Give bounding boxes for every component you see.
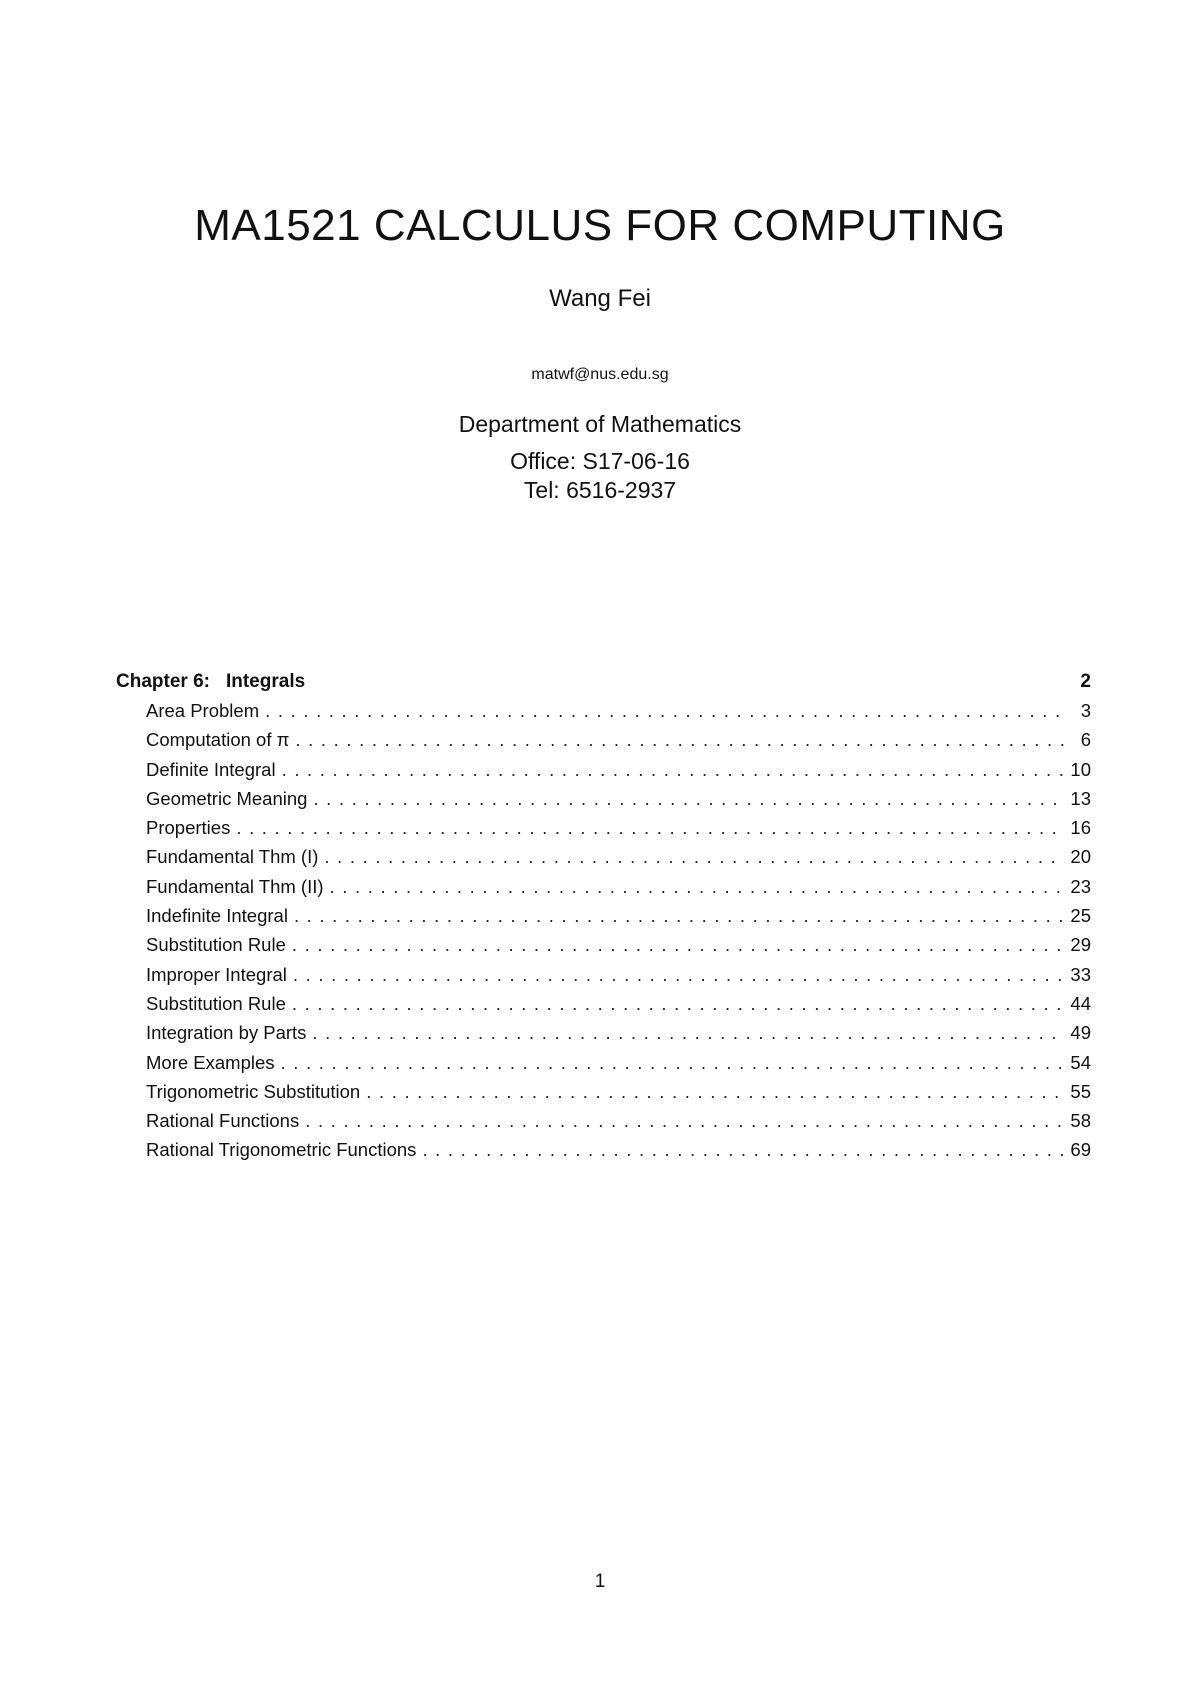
toc-entry-label: Definite Integral [146,758,276,780]
toc-entry-label: Computation of π [146,729,290,751]
toc-dot-leader [282,755,1065,784]
toc-entry-label: More Examples [146,1051,275,1073]
toc-dot-leader [265,696,1065,725]
toc-entry[interactable] [146,755,1091,784]
toc-chapter-heading[interactable] [116,667,1091,696]
toc-entry-page: 13 [1070,787,1091,809]
toc-entry-page: 29 [1070,934,1091,956]
chapter-number: Chapter 6: [116,671,210,692]
page-number: 1 [594,1571,606,1592]
toc-entry-label: Properties [146,817,231,839]
toc-dot-leader [292,989,1065,1018]
toc-dot-leader [293,960,1065,989]
toc-entry[interactable] [146,872,1091,901]
toc-entry-label: Improper Integral [146,963,287,985]
office: Office: S17-06-16 [510,448,690,474]
toc-entry-page: 25 [1070,905,1091,927]
toc-entry-page: 58 [1070,1110,1091,1132]
toc-entry-label: Substitution Rule [146,992,286,1014]
toc-entry-label: Trigonometric Substitution [146,1080,361,1102]
toc-entry-page: 23 [1070,875,1091,897]
toc-entry[interactable] [146,842,1091,871]
toc-entry[interactable] [146,1018,1091,1047]
toc-entry-label: Indefinite Integral [146,905,288,927]
toc-entry-label: Integration by Parts [146,1022,307,1044]
department: Department of Mathematics [458,411,742,437]
toc-dot-leader [295,725,1065,754]
toc-entry-page: 20 [1070,846,1091,868]
toc-entry[interactable] [146,1077,1091,1106]
author-email: matwf@nus.edu.sg [531,366,669,383]
toc-entry-label: Fundamental Thm (I) [146,846,319,868]
toc-entry-page: 6 [1080,729,1091,751]
toc-entry[interactable] [146,784,1091,813]
toc-entry[interactable] [146,1048,1091,1077]
toc-dot-leader [324,842,1065,871]
toc-entry-label: Rational Functions [146,1110,300,1132]
toc-entry-page: 49 [1070,1022,1091,1044]
author-name: Wang Fei [549,285,651,312]
toc-dot-leader [236,813,1065,842]
toc-entry-page: 33 [1070,963,1091,985]
toc-entry[interactable] [146,813,1091,842]
toc-entry-page: 55 [1070,1080,1091,1102]
document-title: MA1521 CALCULUS FOR COMPUTING [194,201,1006,250]
toc-entry[interactable] [146,1106,1091,1135]
toc-entry-list [116,696,1091,1165]
chapter-page: 2 [1080,671,1091,692]
toc-entry-label: Area Problem [146,700,260,721]
chapter-title: Integrals [225,671,306,692]
toc-entry-label: Geometric Meaning [146,787,308,809]
toc-entry-page: 69 [1070,1139,1091,1161]
toc-dot-leader [313,784,1065,813]
toc-dot-leader [312,1018,1065,1047]
toc-dot-leader [281,1048,1065,1077]
toc-dot-leader [330,872,1065,901]
toc-entry-page: 3 [1080,700,1091,721]
toc-dot-leader [294,901,1065,930]
toc-entry[interactable] [146,1135,1091,1164]
toc-entry[interactable] [146,960,1091,989]
toc-entry[interactable] [146,696,1091,725]
telephone: Tel: 6516-2937 [523,477,677,503]
toc-dot-leader [422,1135,1065,1164]
toc-entry-label: Substitution Rule [146,934,286,956]
toc-entry-page: 16 [1070,817,1091,839]
toc-dot-leader [292,930,1065,959]
toc-entry-label: Fundamental Thm (II) [146,875,324,897]
toc-entry[interactable] [146,989,1091,1018]
toc-entry-page: 44 [1070,992,1091,1014]
table-of-contents [116,667,1091,1165]
toc-dot-leader [366,1077,1065,1106]
toc-entry[interactable] [146,725,1091,754]
toc-entry[interactable] [146,930,1091,959]
toc-entry[interactable] [146,901,1091,930]
toc-dot-leader [305,1106,1065,1135]
toc-entry-page: 10 [1070,758,1091,780]
toc-entry-label: Rational Trigonometric Functions [146,1139,417,1161]
toc-entry-page: 54 [1070,1051,1091,1073]
